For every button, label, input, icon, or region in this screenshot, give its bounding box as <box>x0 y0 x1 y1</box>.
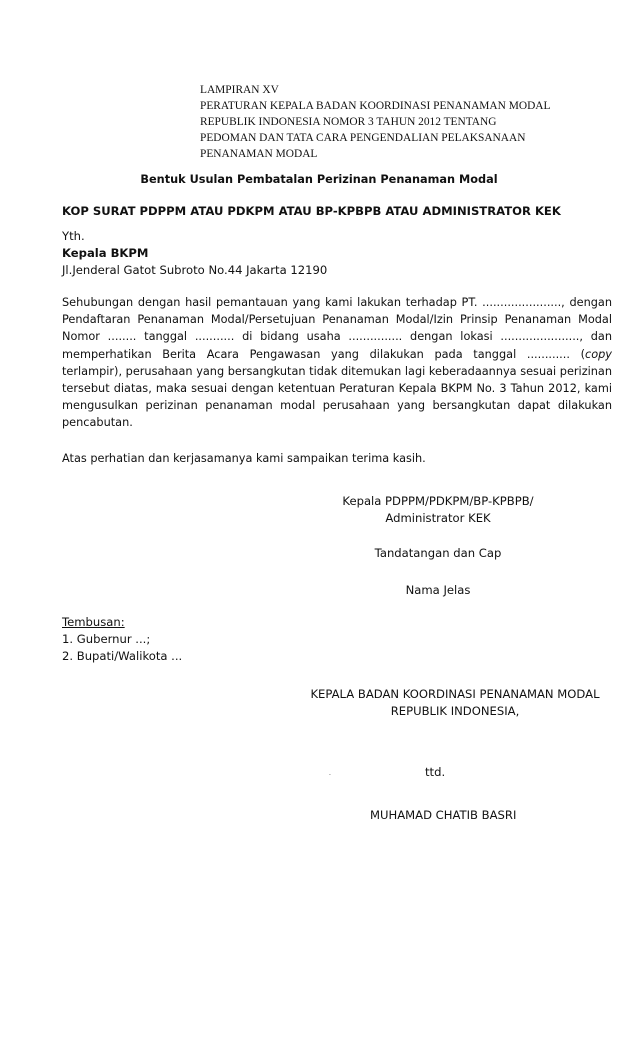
body-text-copy: copy <box>585 347 612 361</box>
body-paragraph <box>62 294 612 432</box>
signature-line2: Administrator KEK <box>385 511 491 525</box>
recipient-block <box>62 228 327 279</box>
closing-text: Atas perhatian dan kerjasamanya kami sampaikan terima kasih. <box>62 452 426 465</box>
recipient-salutation: Yth. <box>62 229 85 243</box>
kop-surat: KOP SURAT PDPPM ATAU PDKPM ATAU BP-KPBPB ATAU ADMINISTRATOR KEK <box>62 204 561 218</box>
signature-tandatangan: Tandatangan dan Cap <box>374 546 502 560</box>
signature-block <box>318 493 558 599</box>
lampiran-line: PERATURAN KEPALA BADAN KOORDINASI PENANAMAN MODAL <box>200 100 551 112</box>
official-signature <box>270 686 638 720</box>
official-line1: KEPALA BADAN KOORDINASI PENANAMAN MODAL <box>310 687 600 701</box>
recipient-name: Kepala BKPM <box>62 246 149 260</box>
recipient-address: Jl.Jenderal Gatot Subroto No.44 Jakarta 12190 <box>62 263 328 277</box>
ttd-mark: ttd. <box>425 765 446 779</box>
body-text-part2: terlampir), perusahaan yang bersangkutan tidak ditemukan lagi keberadaannya sesuai perizinan tersebut diatas, maka sesuai dengan ketentuan Peraturan Kepala BKPM No. 3 Tahun 2012, kami mengusulkan perizinan penanaman modal perusahaan yang bersangkutan dapat dilakukan pencabutan. <box>62 364 612 430</box>
body-text-part1: Sehubungan dengan hasil pemantauan yang kami lakukan terhadap PT. ......................, dengan Pendaftaran Penanaman Modal/Persetujuan Penanaman Modal/Izin Prinsip Penanaman Modal Nomor ........ tanggal ........... di bidang usaha ............... dengan lokasi ......................, dan memperhatikan Berita Acara Pengawasan yang dilakukan pada tanggal ............ ( <box>62 296 612 361</box>
stray-mark: . <box>329 770 331 777</box>
lampiran-line: REPUBLIK INDONESIA NOMOR 3 TAHUN 2012 TENTANG <box>200 116 497 128</box>
lampiran-line: PENANAMAN MODAL <box>200 148 318 160</box>
lampiran-line: PEDOMAN DAN TATA CARA PENGENDALIAN PELAKSANAAN <box>200 132 526 144</box>
signature-nama: Nama Jelas <box>405 583 471 597</box>
tembusan-block <box>62 614 182 665</box>
signature-line1: Kepala PDPPM/PDKPM/BP-KPBPB/ <box>342 494 534 508</box>
signer-name: MUHAMAD CHATIB BASRI <box>370 808 517 822</box>
tembusan-item: 1. Gubernur ...; <box>62 632 151 646</box>
lampiran-header <box>200 82 620 162</box>
official-line2: REPUBLIK INDONESIA, <box>390 704 520 718</box>
tembusan-item: 2. Bupati/Walikota ... <box>62 649 183 663</box>
tembusan-heading: Tembusan: <box>62 615 125 629</box>
form-title: Bentuk Usulan Pembatalan Perizinan Penanaman Modal <box>140 173 498 186</box>
lampiran-line: LAMPIRAN XV <box>200 84 279 96</box>
